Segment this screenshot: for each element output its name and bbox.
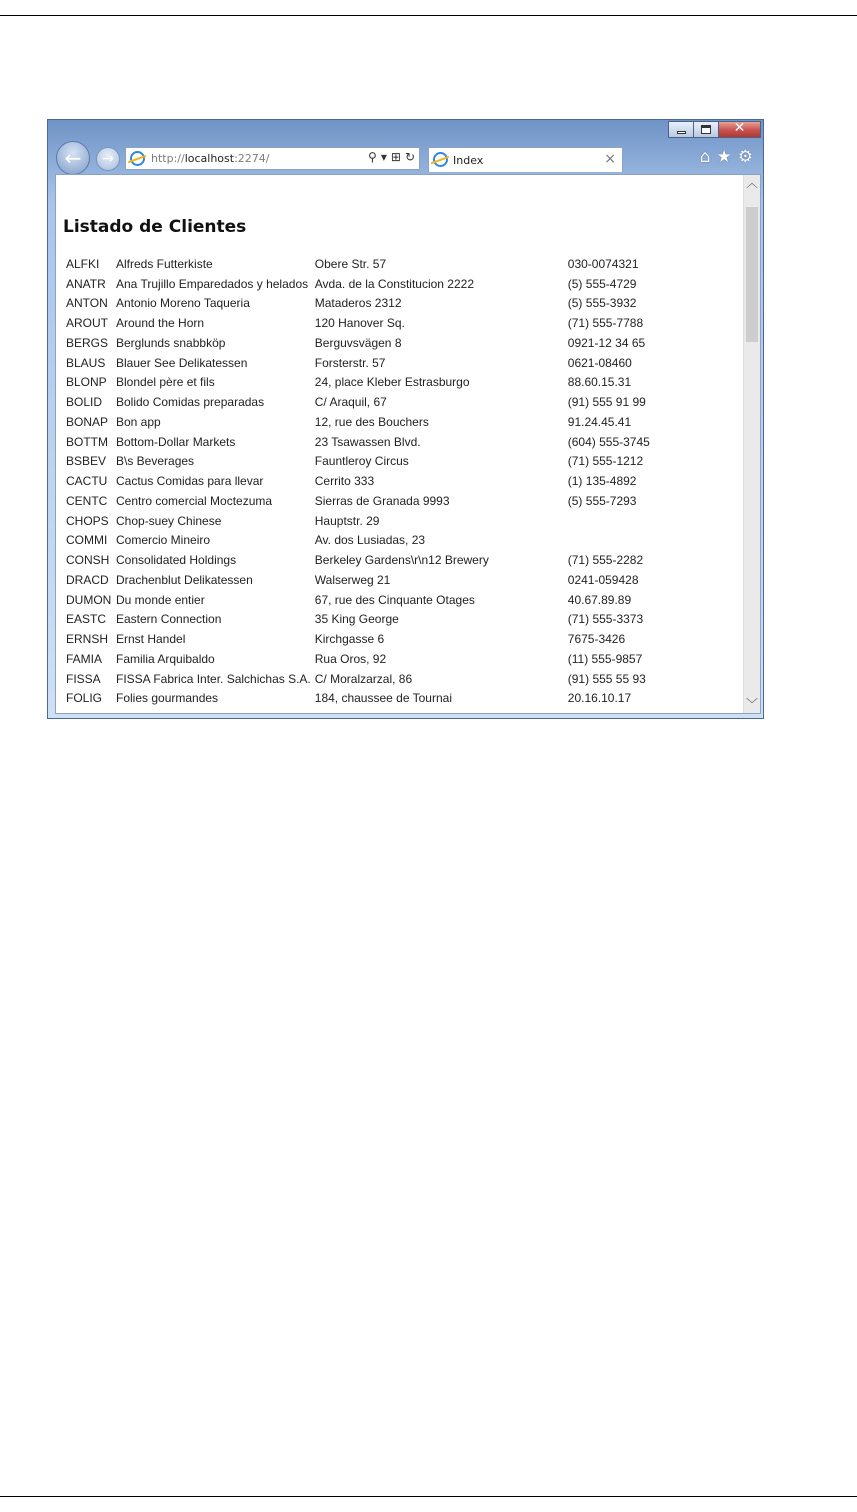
minimize-icon: [677, 131, 686, 134]
table-row: [64, 511, 652, 531]
back-arrow-icon: ←: [64, 146, 82, 170]
vertical-scrollbar[interactable]: [743, 175, 760, 713]
client-id: BERGS: [66, 335, 109, 350]
client-phone: 0241-059428: [567, 572, 639, 587]
client-id: CENTC: [66, 493, 108, 508]
client-name: Cactus Comidas para llevar: [116, 474, 264, 489]
client-phone: 0921-12 34 65: [567, 335, 646, 350]
forward-arrow-icon: →: [102, 151, 114, 167]
client-name: Familia Arquibaldo: [116, 651, 215, 666]
client-id: BLAUS: [66, 355, 106, 370]
page-bottom-rule: [0, 1496, 857, 1497]
client-name: Ana Trujillo Emparedados y helados: [116, 276, 309, 291]
client-name: Around the Horn: [116, 316, 205, 331]
table-row: [64, 333, 652, 353]
scroll-thumb[interactable]: [746, 207, 758, 342]
scroll-down-icon[interactable]: ﹀: [745, 697, 758, 711]
table-row: [64, 432, 652, 452]
back-button[interactable]: [56, 141, 90, 175]
client-address: C/ Moralzarzal, 86: [314, 671, 413, 686]
client-address: Hauptstr. 29: [314, 513, 380, 528]
tab-title: Index: [453, 154, 484, 167]
url-suffix: :2274/: [234, 152, 270, 165]
client-name: Comercio Mineiro: [116, 533, 211, 548]
client-id: BOLID: [66, 395, 103, 410]
maximize-button[interactable]: [693, 121, 719, 138]
client-phone: (1) 135-4892: [567, 474, 637, 489]
table-row: [64, 373, 652, 393]
address-bar-icons: [368, 150, 415, 164]
close-window-button[interactable]: [718, 121, 761, 138]
client-phone: (5) 555-3932: [567, 296, 637, 311]
client-phone: 40.67.89.89: [567, 592, 632, 607]
ie-logo-icon: [130, 151, 145, 166]
client-phone: [566, 531, 652, 551]
client-address: Cerrito 333: [314, 474, 375, 489]
client-name: Antonio Moreno Taqueria: [116, 296, 250, 311]
client-phone: (5) 555-7293: [567, 493, 637, 508]
client-name: Eastern Connection: [116, 612, 222, 627]
table-row: [64, 471, 652, 491]
client-name: Alfreds Futterkiste: [116, 256, 213, 271]
client-name: Blondel père et fils: [116, 375, 215, 390]
table-row: [64, 294, 652, 314]
clients-table: [64, 254, 652, 708]
favorites-star-icon[interactable]: ★: [716, 147, 732, 167]
client-address: Mataderos 2312: [314, 296, 402, 311]
browser-window: [47, 119, 764, 719]
client-phone: (71) 555-3373: [567, 612, 644, 627]
client-address: 23 Tsawassen Blvd.: [314, 434, 421, 449]
client-address: Sierras de Granada 9993: [314, 493, 450, 508]
client-phone: 7675-3426: [567, 632, 626, 647]
client-name: B\s Beverages: [116, 454, 195, 469]
client-name: Consolidated Holdings: [116, 553, 237, 568]
search-icon[interactable]: ⚲: [368, 150, 377, 164]
client-phone: 20.16.10.17: [567, 691, 632, 706]
client-address: Fauntleroy Circus: [314, 454, 409, 469]
client-id: BOTTM: [66, 434, 108, 449]
client-phone: (71) 555-2282: [567, 553, 644, 568]
client-id: ANATR: [66, 276, 106, 291]
url-host: localhost: [184, 152, 235, 165]
client-phone: (71) 555-7788: [567, 316, 644, 331]
client-phone: (5) 555-4729: [567, 276, 637, 291]
client-phone: (91) 555 91 99: [567, 395, 646, 410]
client-address: Berkeley Gardens\r\n12 Brewery: [314, 553, 489, 568]
table-row: [64, 254, 652, 274]
table-row: [64, 531, 652, 551]
client-address: 12, rue des Bouchers: [314, 414, 429, 429]
client-address: 24, place Kleber Estrasburgo: [314, 375, 470, 390]
tab-close-icon[interactable]: ×: [604, 151, 616, 167]
table-row: [64, 590, 652, 610]
client-id: EASTC: [66, 612, 107, 627]
client-phone: 91.24.45.41: [567, 414, 632, 429]
tab-index[interactable]: [428, 147, 623, 172]
client-address: Berguvsvägen 8: [314, 335, 402, 350]
client-name: Bon app: [116, 414, 161, 429]
table-row: [64, 669, 652, 689]
client-address: 120 Hanover Sq.: [314, 316, 405, 331]
client-id: ERNSH: [66, 632, 109, 647]
client-name: Bottom-Dollar Markets: [116, 434, 236, 449]
client-id: CACTU: [66, 474, 108, 489]
client-name: Folies gourmandes: [116, 691, 219, 706]
scroll-up-icon[interactable]: ︿: [745, 176, 758, 190]
client-phone: (91) 555 55 93: [567, 671, 646, 686]
client-address: C/ Araquil, 67: [314, 395, 387, 410]
page-title: Listado de Clientes: [63, 217, 247, 237]
close-icon: ✕: [733, 120, 746, 136]
client-name: Chop-suey Chinese: [116, 513, 222, 528]
client-address: 35 King George: [314, 612, 399, 627]
page-viewport: [55, 174, 761, 714]
client-id: BSBEV: [66, 454, 107, 469]
client-address: Avda. de la Constitucion 2222: [314, 276, 474, 291]
client-id: FOLIG: [66, 691, 103, 706]
client-address: Obere Str. 57: [314, 256, 387, 271]
client-id: ALFKI: [66, 256, 100, 271]
client-id: FISSA: [66, 671, 101, 686]
client-address: Forsterstr. 57: [314, 355, 386, 370]
client-name: Berglunds snabbköp: [116, 335, 226, 350]
command-icons: [700, 147, 753, 167]
table-row: [64, 649, 652, 669]
client-name: Bolido Comidas preparadas: [116, 395, 265, 410]
client-address: Kirchgasse 6: [314, 632, 385, 647]
tools-gear-icon[interactable]: ⚙: [737, 147, 753, 167]
maximize-icon: [701, 125, 711, 134]
address-url[interactable]: [151, 152, 270, 165]
table-row: [64, 610, 652, 630]
client-id: DRACD: [66, 572, 109, 587]
client-phone: 030-0074321: [567, 256, 639, 271]
client-address: 67, rue des Cinquante Otages: [314, 592, 475, 607]
table-row: [64, 313, 652, 333]
client-id: BONAP: [66, 414, 109, 429]
client-id: AROUT: [66, 316, 108, 331]
address-bar[interactable]: [125, 147, 420, 170]
client-id: DUMON: [66, 592, 112, 607]
client-name: Du monde entier: [116, 592, 205, 607]
client-name: Drachenblut Delikatessen: [116, 572, 253, 587]
client-phone: (71) 555-1212: [567, 454, 644, 469]
client-address: Av. dos Lusiadas, 23: [314, 533, 426, 548]
table-row: [64, 412, 652, 432]
home-icon[interactable]: ⌂: [699, 147, 711, 167]
client-id: BLONP: [66, 375, 107, 390]
table-row: [64, 550, 652, 570]
client-name: FISSA Fabrica Inter. Salchichas S.A.: [116, 671, 311, 686]
client-phone: [566, 511, 652, 531]
client-id: CHOPS: [66, 513, 109, 528]
table-row: [64, 452, 652, 472]
client-phone: (604) 555-3745: [567, 434, 650, 449]
client-id: ANTON: [66, 296, 108, 311]
client-phone: 88.60.15.31: [567, 375, 632, 390]
refresh-icon[interactable]: ↻: [404, 150, 415, 164]
client-name: Blauer See Delikatessen: [116, 355, 248, 370]
client-phone: (11) 555-9857: [567, 651, 643, 666]
client-name: Centro comercial Moctezuma: [116, 493, 273, 508]
table-row: [64, 491, 652, 511]
compatibility-view-icon[interactable]: ⊞: [390, 150, 401, 164]
table-row: [64, 274, 652, 294]
table-row: [64, 353, 652, 373]
client-address: Walserweg 21: [314, 572, 391, 587]
ie-logo-icon: [433, 152, 448, 167]
table-row: [64, 570, 652, 590]
client-address: 184, chaussee de Tournai: [314, 691, 452, 706]
client-id: CONSH: [66, 553, 110, 568]
table-row: [64, 629, 652, 649]
forward-button[interactable]: [96, 147, 120, 171]
dropdown-icon[interactable]: ▾: [380, 150, 387, 164]
client-id: FAMIA: [66, 651, 103, 666]
table-row: [64, 392, 652, 412]
client-phone: 0621-08460: [567, 355, 632, 370]
table-row: [64, 689, 652, 709]
client-id: COMMI: [66, 533, 108, 548]
minimize-button[interactable]: [668, 121, 694, 138]
client-name: Ernst Handel: [116, 632, 186, 647]
window-caption-buttons: [668, 121, 761, 138]
client-address: Rua Oros, 92: [314, 651, 387, 666]
url-prefix: http://: [151, 152, 185, 165]
page-top-rule: [0, 15, 857, 16]
